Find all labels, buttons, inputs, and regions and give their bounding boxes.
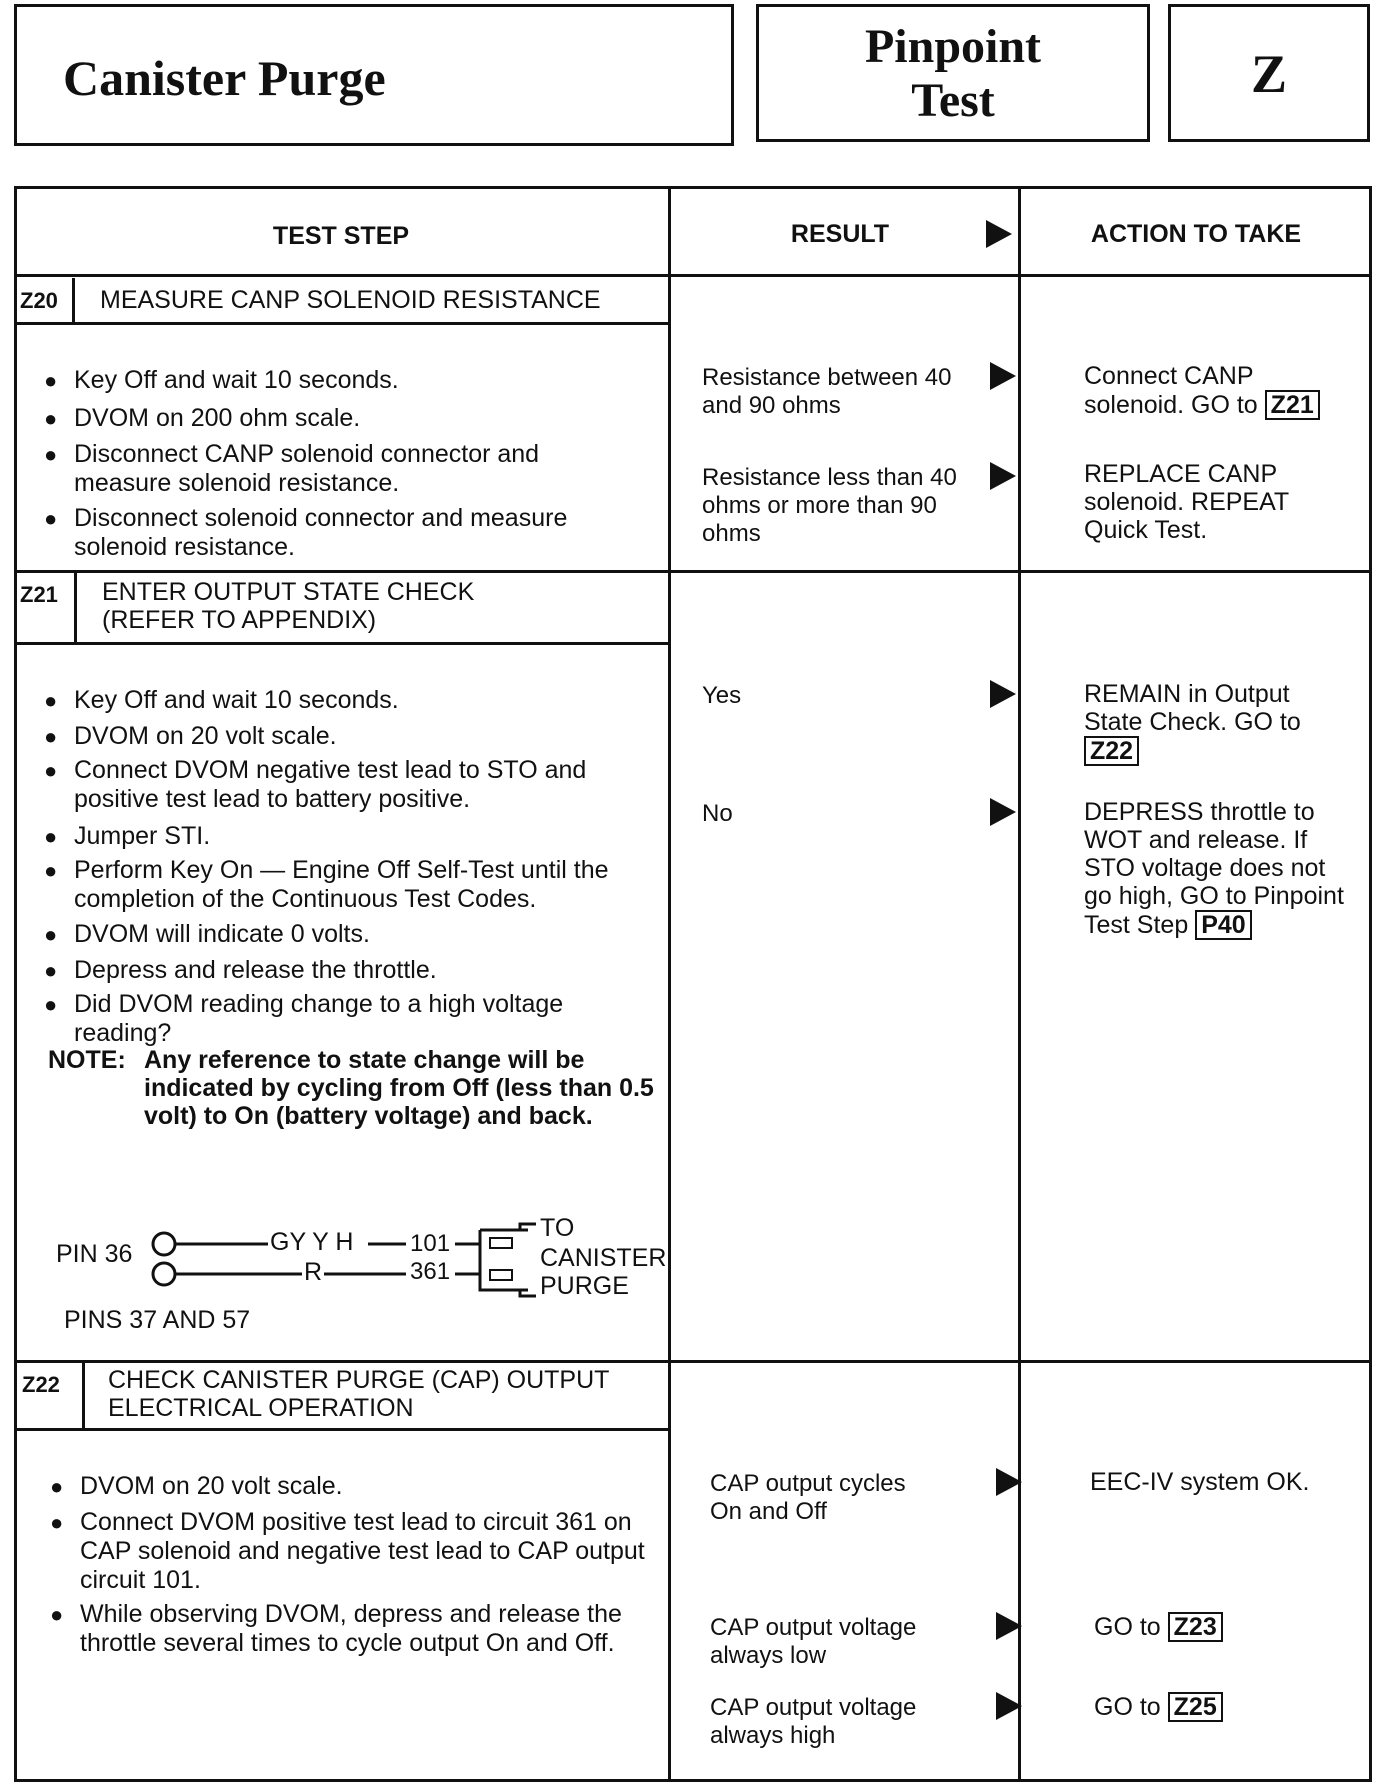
column-divider-1 bbox=[668, 186, 671, 1782]
action-z20-fail: REPLACE CANP solenoid. REPEAT Quick Test. bbox=[1084, 460, 1289, 544]
step-header-z22 bbox=[14, 1362, 668, 1430]
result-z21-yes: Yes bbox=[702, 682, 742, 709]
wire2-color: R bbox=[304, 1258, 323, 1286]
step-header-z21 bbox=[14, 572, 668, 644]
action-z22-high: GO to Z25 bbox=[1094, 1692, 1354, 1722]
list-item: ● Did DVOM reading change to a high voltage reading? bbox=[44, 990, 564, 1047]
step-ref-p40[interactable]: P40 bbox=[1195, 910, 1251, 940]
wire1-color: GY Y H bbox=[270, 1228, 354, 1256]
result-arrow-icon bbox=[996, 1612, 1022, 1640]
step-ref-z22[interactable]: Z22 bbox=[1084, 736, 1139, 766]
list-item: ● DVOM on 20 volt scale. bbox=[44, 722, 337, 750]
step-number-z21: Z21 bbox=[20, 582, 58, 607]
result-arrow-icon bbox=[990, 680, 1016, 708]
pins-37-57-label: PINS 37 AND 57 bbox=[64, 1306, 251, 1334]
step-header-z20 bbox=[14, 278, 668, 324]
list-item: ● While observing DVOM, depress and release the throttle several times to cycle output On and Off. bbox=[50, 1600, 622, 1657]
result-z22-high: CAP output voltage always high bbox=[710, 1694, 917, 1749]
list-item: ● Disconnect CANP solenoid connector and measure solenoid resistance. bbox=[44, 440, 540, 497]
action-z20-pass: Connect CANP solenoid. GO to Z21 bbox=[1084, 362, 1354, 420]
action-z22-low: GO to Z23 bbox=[1094, 1612, 1354, 1642]
list-item: ● Key Off and wait 10 seconds. bbox=[44, 366, 399, 394]
list-item: ● Connect DVOM negative test lead to STO and positive test lead to battery positive. bbox=[44, 756, 587, 813]
wire2-circuit: 361 bbox=[410, 1258, 451, 1285]
step-ref-z21[interactable]: Z21 bbox=[1265, 390, 1320, 420]
list-item: ● Depress and release the throttle. bbox=[44, 956, 437, 984]
result-arrow-icon bbox=[990, 798, 1016, 826]
step-ref-z23[interactable]: Z23 bbox=[1168, 1612, 1223, 1642]
result-arrow-icon bbox=[990, 362, 1016, 390]
step-title-z21-line1: ENTER OUTPUT STATE CHECK bbox=[102, 578, 475, 606]
step-number-z22: Z22 bbox=[22, 1372, 60, 1397]
column-divider-2 bbox=[1018, 186, 1021, 1782]
result-arrow-icon bbox=[996, 1468, 1022, 1496]
pin36-label: PIN 36 bbox=[56, 1240, 133, 1268]
pinpoint-label-line2: Test bbox=[911, 74, 995, 127]
test-letter: Z bbox=[1250, 44, 1288, 104]
step-title-z22-line2: ELECTRICAL OPERATION bbox=[108, 1394, 414, 1422]
result-arrow-icon bbox=[986, 220, 1012, 248]
note-label: NOTE: bbox=[48, 1046, 126, 1074]
list-item: ● DVOM on 200 ohm scale. bbox=[44, 404, 361, 432]
result-z22-low: CAP output voltage always low bbox=[710, 1614, 917, 1669]
step-number-z20: Z20 bbox=[20, 288, 58, 313]
list-item: ● Disconnect solenoid connector and measure solenoid resistance. bbox=[44, 504, 568, 561]
column-header-test-step: TEST STEP bbox=[272, 222, 410, 250]
result-arrow-icon bbox=[990, 462, 1016, 490]
to-label-3: PURGE bbox=[540, 1272, 629, 1300]
test-letter-box bbox=[1168, 4, 1370, 142]
list-item: ● DVOM will indicate 0 volts. bbox=[44, 920, 370, 948]
list-item: ● Key Off and wait 10 seconds. bbox=[44, 686, 399, 714]
result-z20-fail: Resistance less than 40 ohms or more than 90 ohms bbox=[702, 464, 957, 547]
title-box bbox=[14, 4, 734, 146]
to-label-2: CANISTER bbox=[540, 1244, 667, 1272]
list-item: ● Connect DVOM positive test lead to circuit 361 on CAP solenoid and negative test lead to CAP output circuit 101. bbox=[50, 1508, 645, 1594]
action-z21-yes: REMAIN in Output State Check. GO to Z22 bbox=[1084, 680, 1301, 765]
wiring-diagram bbox=[50, 1210, 670, 1340]
result-z20-pass: Resistance between 40 and 90 ohms bbox=[702, 364, 952, 419]
page-title: Canister Purge bbox=[63, 50, 386, 106]
step-title-z20: MEASURE CANP SOLENOID RESISTANCE bbox=[100, 286, 601, 314]
to-label-1: TO bbox=[540, 1214, 575, 1242]
header-row-divider bbox=[14, 274, 1372, 277]
pinpoint-box bbox=[756, 4, 1150, 142]
result-z22-ok: CAP output cycles On and Off bbox=[710, 1470, 906, 1525]
step-ref-z25[interactable]: Z25 bbox=[1168, 1692, 1223, 1722]
step-title-z22-line1: CHECK CANISTER PURGE (CAP) OUTPUT bbox=[108, 1366, 610, 1394]
action-z21-no: DEPRESS throttle to WOT and release. If STO voltage does not go high, GO to Pinpoint Test Step P40 bbox=[1084, 798, 1344, 939]
result-z21-no: No bbox=[702, 800, 733, 827]
result-arrow-icon bbox=[996, 1692, 1022, 1720]
column-header-action: ACTION TO TAKE bbox=[1090, 220, 1302, 248]
note-text: Any reference to state change will be indicated by cycling from Off (less than 0.5 volt) to On (battery voltage) and back. bbox=[144, 1046, 654, 1130]
list-item: ● DVOM on 20 volt scale. bbox=[50, 1472, 343, 1500]
wire1-circuit: 101 bbox=[410, 1230, 451, 1257]
list-item: ● Jumper STI. bbox=[44, 822, 211, 850]
action-z22-ok: EEC-IV system OK. bbox=[1090, 1468, 1310, 1496]
column-header-result: RESULT bbox=[790, 220, 890, 248]
step-title-z21-line2: (REFER TO APPENDIX) bbox=[102, 606, 377, 634]
pinpoint-label-line1: Pinpoint bbox=[864, 20, 1042, 73]
list-item: ● Perform Key On — Engine Off Self-Test until the completion of the Continuous Test Codes. bbox=[44, 856, 609, 913]
